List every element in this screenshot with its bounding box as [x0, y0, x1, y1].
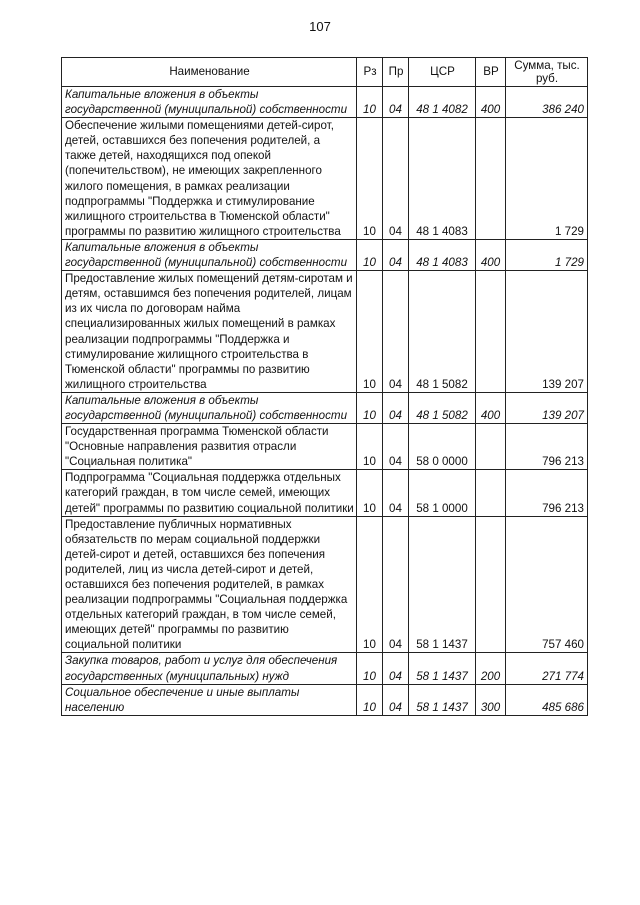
row-sum-cell: 386 240	[506, 87, 588, 118]
header-rz: Рз	[357, 58, 383, 87]
row-rz-cell: 10	[357, 424, 383, 470]
row-name-cell: Обеспечение жилыми помещениями детей-сирот, детей, оставшихся без попечения родителей, а также детей, находящихся под опекой (попечительством), не имеющих закрепленного жилого помещения, в рамках реализации подпрограммы "Поддержка и стимулирование жилищного строительства в Тюменской области" программы по развитию жилищного строительства	[62, 118, 357, 240]
row-name-cell: Государственная программа Тюменской области "Основные направления развития отрасли "Социальная политика"	[62, 424, 357, 470]
row-vr-cell: 300	[476, 684, 506, 715]
row-rz-cell: 10	[357, 239, 383, 270]
row-name-cell: Предоставление жилых помещений детям-сиротам и детям, оставшимся без попечения родителей, лицам из их числа по договорам найма специализированных жилых помещений в рамках реализации подпрограммы "Поддержка и стимулирование жилищного строительства в Тюменской области" программы по развитию жилищного строительства	[62, 271, 357, 393]
row-csr-cell: 48 1 4083	[409, 239, 476, 270]
row-sum-cell: 1 729	[506, 118, 588, 240]
row-vr-cell	[476, 271, 506, 393]
row-vr-cell	[476, 424, 506, 470]
row-csr-cell: 58 1 1437	[409, 516, 476, 653]
row-csr-cell: 48 1 5082	[409, 392, 476, 423]
row-vr-cell	[476, 470, 506, 516]
table-row	[62, 684, 588, 715]
row-pr-cell: 04	[383, 653, 409, 684]
row-vr-cell: 400	[476, 239, 506, 270]
table-row	[62, 470, 588, 516]
row-rz-cell: 10	[357, 118, 383, 240]
row-sum-cell: 796 213	[506, 424, 588, 470]
row-csr-cell: 58 1 1437	[409, 684, 476, 715]
table-row	[62, 424, 588, 470]
row-vr-cell: 400	[476, 87, 506, 118]
table-row	[62, 392, 588, 423]
row-sum-cell: 1 729	[506, 239, 588, 270]
row-name-cell: Предоставление публичных нормативных обязательств по мерам социальной поддержки детей-сирот и детей, оставшихся без попечения родителей, лиц из числа детей-сирот и детей, оставшихся без попечения родителей, в рамках реализации подпрограммы "Социальная поддержка отдельных категорий граждан, в том числе семей, имеющих детей" программы по развитию социальной политики	[62, 516, 357, 653]
row-pr-cell: 04	[383, 271, 409, 393]
row-pr-cell: 04	[383, 684, 409, 715]
row-vr-cell	[476, 118, 506, 240]
page-number: 107	[309, 19, 331, 34]
row-pr-cell: 04	[383, 424, 409, 470]
row-rz-cell: 10	[357, 516, 383, 653]
table-header-row	[62, 58, 588, 87]
row-sum-cell: 485 686	[506, 684, 588, 715]
row-vr-cell: 200	[476, 653, 506, 684]
row-rz-cell: 10	[357, 684, 383, 715]
table-row	[62, 516, 588, 653]
row-rz-cell: 10	[357, 87, 383, 118]
row-sum-cell: 139 207	[506, 392, 588, 423]
row-name-cell: Капитальные вложения в объекты государственной (муниципальной) собственности	[62, 239, 357, 270]
row-pr-cell: 04	[383, 118, 409, 240]
row-pr-cell: 04	[383, 516, 409, 653]
row-pr-cell: 04	[383, 470, 409, 516]
row-name-cell: Подпрограмма "Социальная поддержка отдельных категорий граждан, в том числе семей, имеющих детей" программы по развитию социальной политики	[62, 470, 357, 516]
row-csr-cell: 58 1 0000	[409, 470, 476, 516]
header-pr: Пр	[383, 58, 409, 87]
header-vr: ВР	[476, 58, 506, 87]
row-name-cell: Капитальные вложения в объекты государственной (муниципальной) собственности	[62, 392, 357, 423]
row-name-cell: Социальное обеспечение и иные выплаты населению	[62, 684, 357, 715]
header-sum: Сумма, тыс. руб.	[506, 58, 588, 87]
row-vr-cell: 400	[476, 392, 506, 423]
row-rz-cell: 10	[357, 271, 383, 393]
row-csr-cell: 48 1 5082	[409, 271, 476, 393]
row-rz-cell: 10	[357, 392, 383, 423]
table-row	[62, 87, 588, 118]
row-csr-cell: 48 1 4083	[409, 118, 476, 240]
table-row	[62, 271, 588, 393]
row-sum-cell: 139 207	[506, 271, 588, 393]
budget-table	[61, 57, 588, 716]
row-rz-cell: 10	[357, 653, 383, 684]
table-row	[62, 239, 588, 270]
row-pr-cell: 04	[383, 239, 409, 270]
row-csr-cell: 48 1 4082	[409, 87, 476, 118]
row-csr-cell: 58 1 1437	[409, 653, 476, 684]
row-csr-cell: 58 0 0000	[409, 424, 476, 470]
header-name: Наименование	[62, 58, 357, 87]
row-name-cell: Капитальные вложения в объекты государственной (муниципальной) собственности	[62, 87, 357, 118]
row-vr-cell	[476, 516, 506, 653]
table-row	[62, 653, 588, 684]
row-sum-cell: 796 213	[506, 470, 588, 516]
row-pr-cell: 04	[383, 392, 409, 423]
header-csr: ЦСР	[409, 58, 476, 87]
row-sum-cell: 757 460	[506, 516, 588, 653]
row-rz-cell: 10	[357, 470, 383, 516]
row-sum-cell: 271 774	[506, 653, 588, 684]
row-pr-cell: 04	[383, 87, 409, 118]
row-name-cell: Закупка товаров, работ и услуг для обеспечения государственных (муниципальных) нужд	[62, 653, 357, 684]
table-row	[62, 118, 588, 240]
